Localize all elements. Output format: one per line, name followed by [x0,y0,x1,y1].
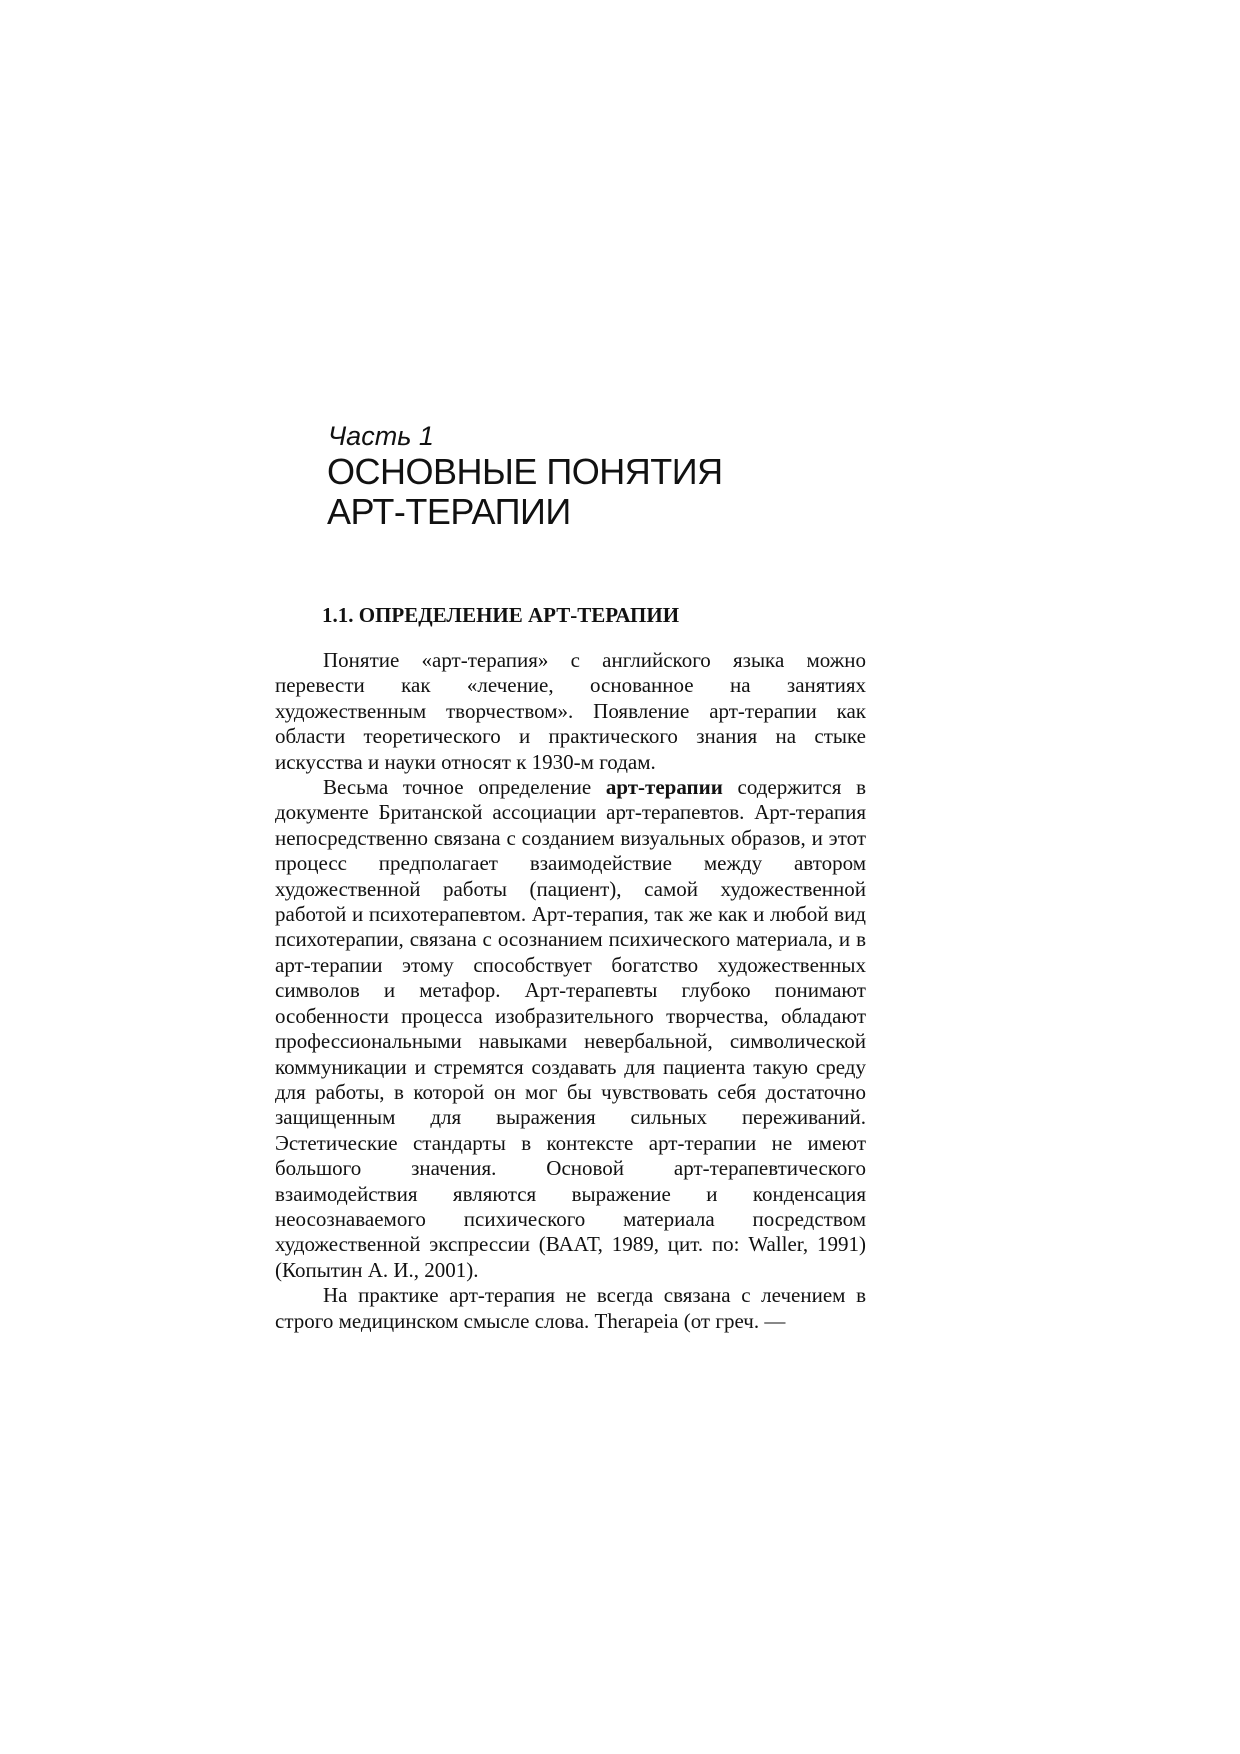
section-heading: 1.1. ОПРЕДЕЛЕНИЕ АРТ-ТЕРАПИИ [322,603,680,627]
paragraph-2-rest: содержится в документе Британской ассоциации арт-терапевтов. Арт-терапия непосредственно связана с созданием визуальных образов, и этот процесс предполагает взаимодействие между автором художественной работы (пациент), самой художественной работой и психотерапевтом. Арт-терапия, так же как и любой вид психотерапии, связана с осознанием психического материала, и в арт-терапии этому способствует богатство художественных символов и метафор. Арт-терапевты глубоко понимают особенности процесса изобразительного творчества, обладают профессиональными навыками невербальной, символической коммуникации и стремятся создавать для пациента такую среду для работы, в которой он мог бы чувствовать себя достаточно защищенным для выражения сильных переживаний. Эстетические стандарты в контексте арт-терапии не имеют большого значения. Основой арт-терапевтического взаимодействия являются выражение и конденсация неосознаваемого психического материала посредством художественной экспрессии (ВААТ, 1989, цит. по: Waller, 1991) (Копытин А. И., 2001). [275,775,866,1282]
part-label: Часть 1 [328,421,434,451]
chapter-title-line-2: АРТ-ТЕРАПИИ [327,491,571,532]
paragraph-1: Понятие «арт-терапия» с английского языка можно перевести как «лечение, основанное на занятиях художественным творчеством». Появление арт-терапии как области теоретического и практического знания на стыке искусства и науки относят к 1930-м годам. [275,648,866,774]
chapter-title [327,452,723,532]
paragraph-2 [275,775,866,1283]
paragraph-3: На практике арт-терапия не всегда связана с лечением в строго медицинском смысле слова. Therapeia (от греч. — [275,1283,866,1333]
term-art-therapy: арт-терапии [605,775,723,800]
chapter-title-line-1: ОСНОВНЫЕ ПОНЯТИЯ [327,451,723,492]
body-text [275,648,866,1334]
paragraph-2-start: Весьма точное определение [323,775,606,800]
